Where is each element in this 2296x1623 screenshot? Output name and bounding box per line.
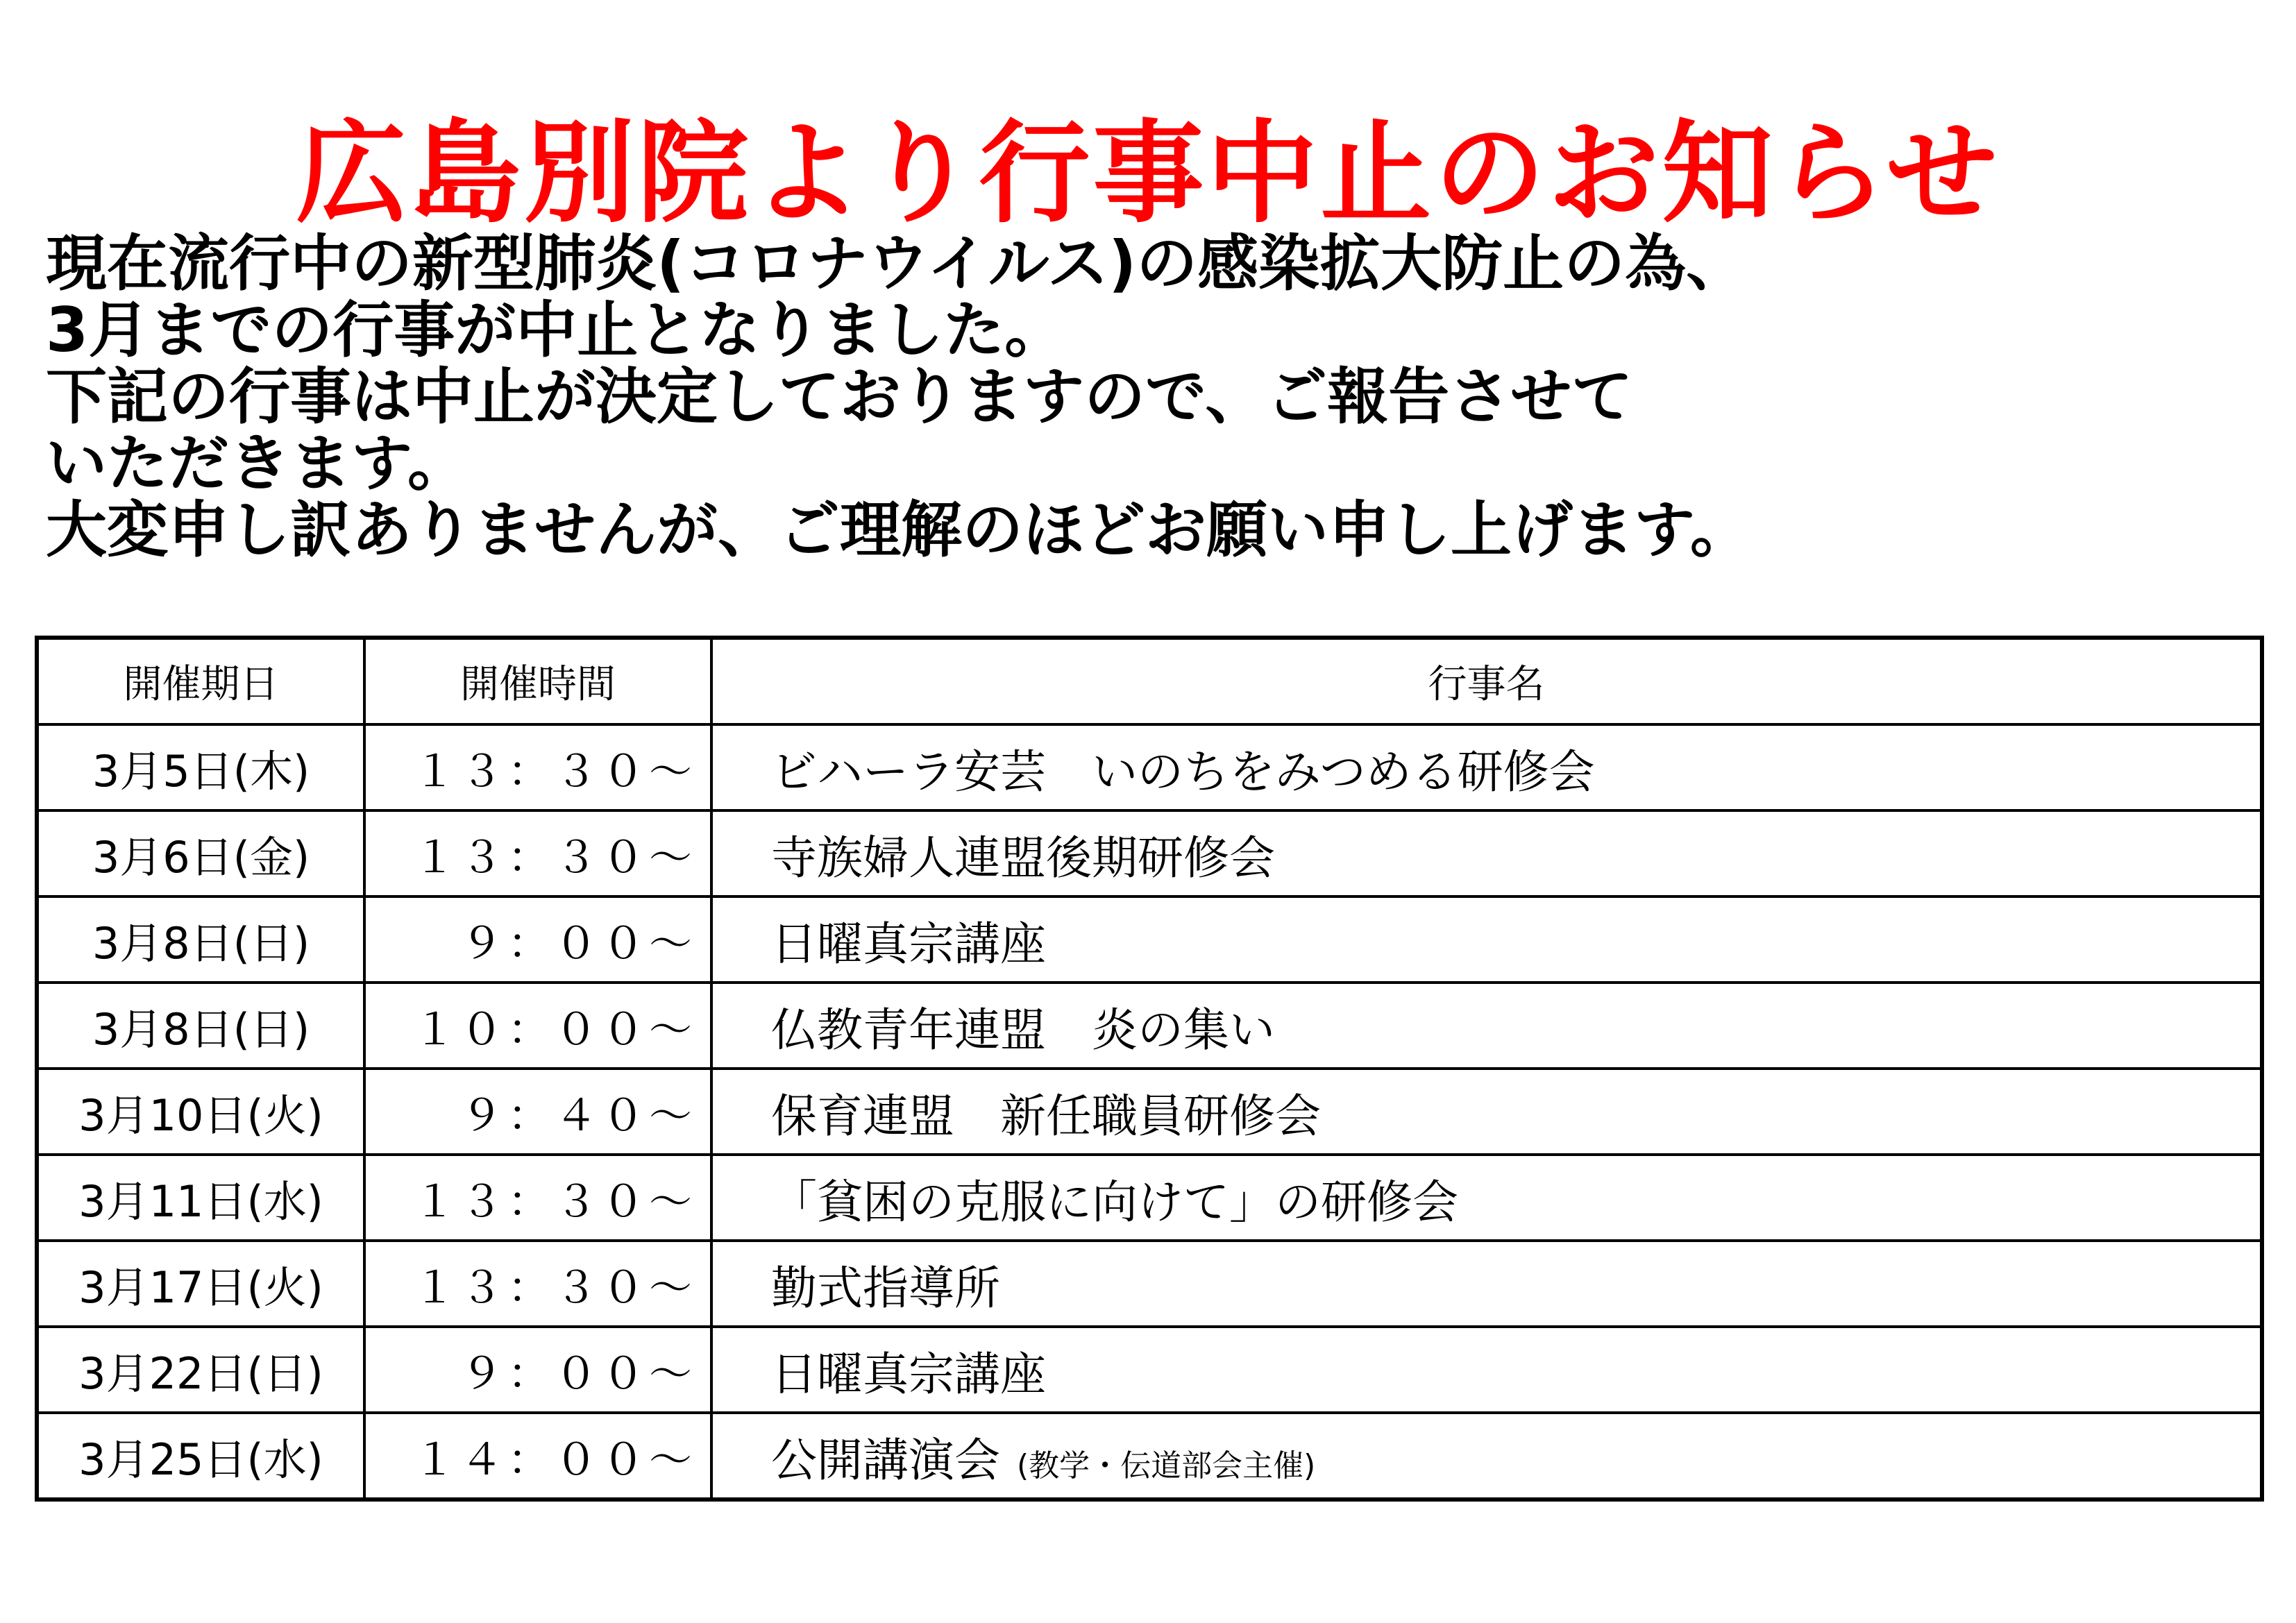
event-name: 公開講演会 [771,1433,1000,1487]
event-name: 勤式指導所 [771,1261,1000,1315]
cancelled-events-table [35,636,2264,1502]
event-time: １３：３０～ [364,724,711,810]
announcement-line: 3月までの行事が中止となりました。 [46,294,1066,366]
event-time: １４：００～ [364,1413,711,1499]
event-name-cell [711,983,2262,1069]
announcement-line: 下記の行事は中止が決定しておりますので、ご報告させて [46,361,1633,432]
event-name: 仏教青年連盟 炎の集い [771,1003,1275,1057]
event-time: １３：３０～ [364,1241,711,1327]
event-name: 保育連盟 新任職員研修会 [771,1089,1321,1143]
event-time: ９：００～ [364,1327,711,1413]
table-row [37,983,2262,1069]
event-note: (教学・伝道部会主催) [1017,1447,1316,1484]
event-time: １０：００～ [364,983,711,1069]
table-row [37,1069,2262,1155]
event-date: 3月8日(日) [37,983,364,1069]
event-name: 「貧困の克服に向けて」の研修会 [771,1175,1458,1229]
page-title: 広島別院より行事中止のお知らせ [296,108,2000,238]
table-row [37,1155,2262,1241]
event-time: ９：４０～ [364,1069,711,1155]
event-name-cell [711,1413,2262,1499]
event-time: １３：３０～ [364,810,711,897]
event-date: 3月17日(火) [37,1241,364,1327]
table-row [37,1413,2262,1499]
event-name: 日曜真宗講座 [771,1347,1046,1401]
table-header-row [37,638,2262,724]
announcement-line: いただきます。 [46,427,469,499]
event-time: １３：３０～ [364,1155,711,1241]
event-date: 3月10日(火) [37,1069,364,1155]
event-name-cell [711,1327,2262,1413]
table-row [37,897,2262,983]
event-name: 寺族婦人連盟後期研修会 [771,831,1275,885]
event-date: 3月25日(水) [37,1413,364,1499]
header-date: 開催期日 [37,638,364,724]
event-date: 3月11日(水) [37,1155,364,1241]
event-name-cell [711,1241,2262,1327]
announcement-text [46,228,2253,566]
table-row [37,724,2262,810]
announcement-line: 現在流行中の新型肺炎(コロナウイルス)の感染拡大防止の為、 [46,228,1748,299]
event-name-cell [711,724,2262,810]
event-name-cell [711,810,2262,897]
event-name: 日曜真宗講座 [771,917,1046,971]
event-date: 3月22日(日) [37,1327,364,1413]
table-row [37,1327,2262,1413]
event-name-cell [711,1155,2262,1241]
event-date: 3月5日(木) [37,724,364,810]
table-row [37,1241,2262,1327]
header-time: 開催時間 [364,638,711,724]
table-row [37,810,2262,897]
event-date: 3月6日(金) [37,810,364,897]
header-event-name: 行事名 [711,638,2262,724]
event-date: 3月8日(日) [37,897,364,983]
event-time: ９：００～ [364,897,711,983]
event-name-cell [711,897,2262,983]
event-name: ビハーラ安芸 いのちをみつめる研修会 [771,745,1595,799]
announcement-line: 大変申し訳ありませんが、ご理解のほどお願い申し上げます。 [46,494,1751,566]
event-name-cell [711,1069,2262,1155]
